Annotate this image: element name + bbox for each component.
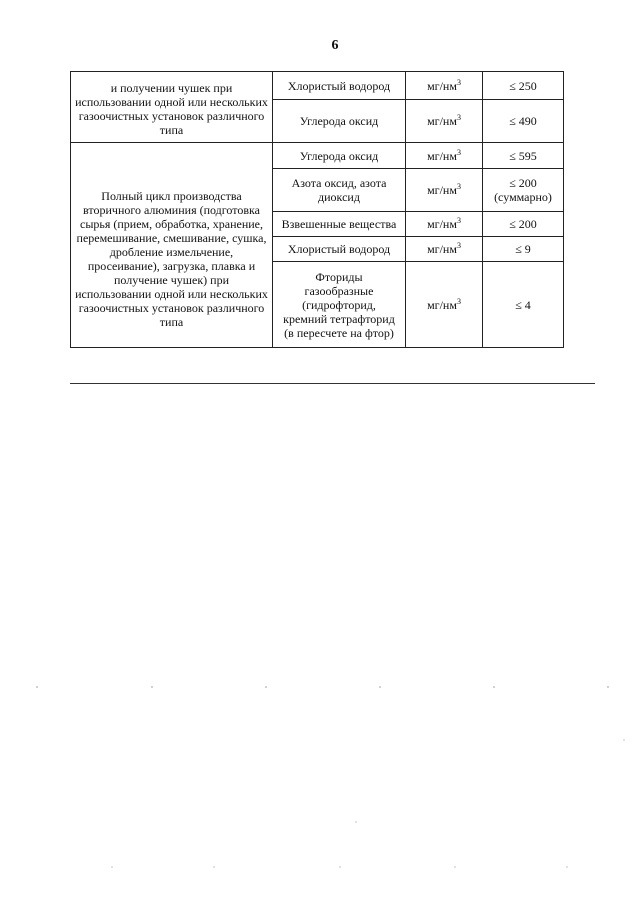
unit-cell: $мг/нм^3$: [406, 262, 483, 348]
page-number: 6: [331, 38, 339, 53]
unit-cell: $мг/нм^3$: [406, 237, 483, 262]
table-row: [71, 143, 564, 169]
unit-cell: $мг/нм^3$: [406, 143, 483, 169]
substance-cell: Взвешенные вещества: [273, 212, 406, 237]
substance-cell: Хлористый водород: [273, 72, 406, 100]
limit-value-cell: ≤ 250: [483, 72, 564, 100]
limit-value-cell: ≤ 9: [483, 237, 564, 262]
limit-value-cell: ≤ 490: [483, 100, 564, 143]
limit-value-cell: ≤ 4: [483, 262, 564, 348]
substance-cell: Азота оксид, азота диоксид: [273, 169, 406, 212]
limit-value-cell: ≤ 200: [483, 212, 564, 237]
process-description-cell: и получении чушек при использовании одной или нескольких газоочистных установок различного типа: [71, 72, 273, 143]
substance-cell: Углерода оксид: [273, 143, 406, 169]
unit-cell: $мг/нм^3$: [406, 212, 483, 237]
unit-cell: $мг/нм^3$: [406, 169, 483, 212]
process-description-cell: Полный цикл производства вторичного алюминия (подготовка сырья (прием, обработка, хранение, перемешивание, смешивание, сушка, дробление измельчение, просеивание), загрузка, плавка и получение чушек) при использовании одной или нескольких газоочистных установок различного типа: [71, 143, 273, 348]
table-row: [71, 72, 564, 100]
unit-cell: $мг/нм^3$: [406, 72, 483, 100]
limit-value-cell: ≤ 595: [483, 143, 564, 169]
substance-cell: Хлористый водород: [273, 237, 406, 262]
section-divider: [70, 383, 595, 384]
emission-standards-table: [70, 71, 564, 348]
substance-cell: Углерода оксид: [273, 100, 406, 143]
substance-cell: Фториды газообразные (гидрофторид, кремний тетрафторид (в пересчете на фтор): [273, 262, 406, 348]
unit-cell: $мг/нм^3$: [406, 100, 483, 143]
limit-value-cell: ≤ 200 (суммарно): [483, 169, 564, 212]
